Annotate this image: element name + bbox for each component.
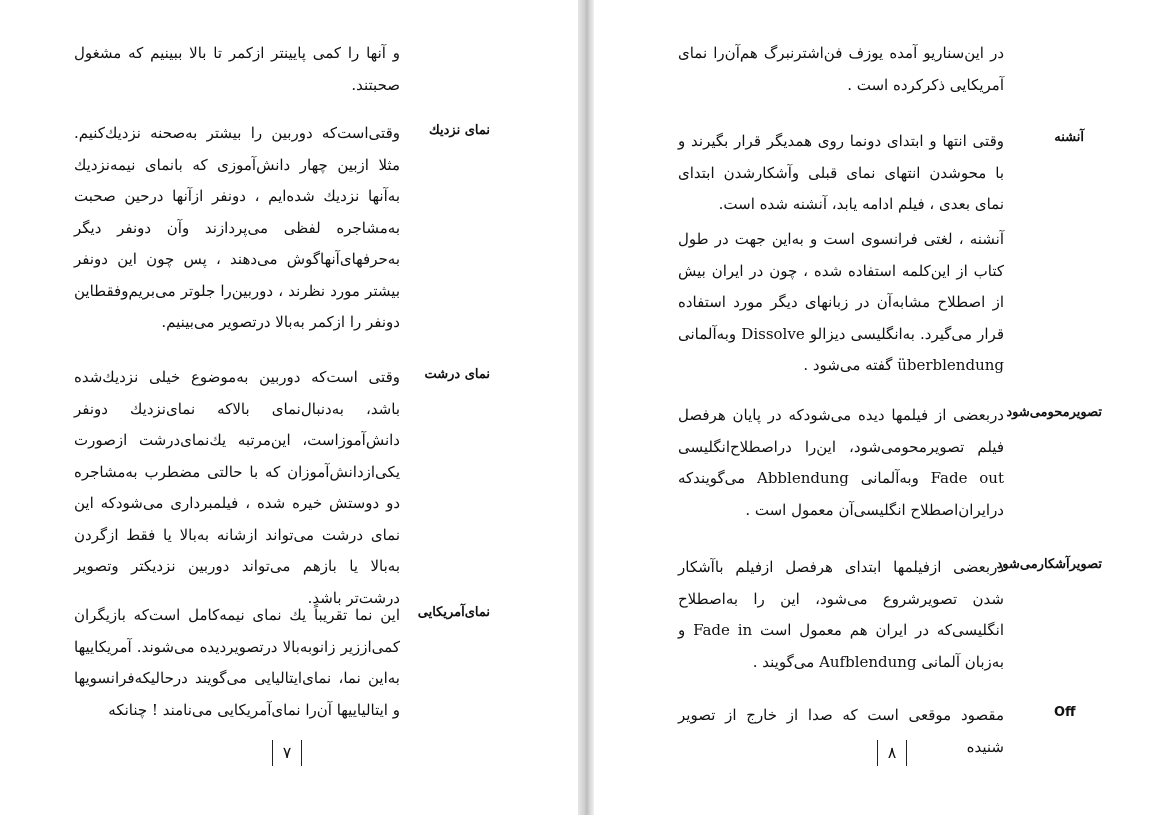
definition-extreme-close-up: وقتی است‌که دوربین بەموضوع خیلی نزدیك‌شده باشد، بەدنبال‌نمای بالاکه نمای‌نزدیك دونفر دانش‌آموزاست، این‌مرتبه یك‌نمای‌درشت ازصورت یکی‌ازدانش‌آموزان که با حالتی مضطرب بەمشاجره دو دوستش خیره شده ، فیلمبرداری می‌شودکه این نمای درشت می‌تواند ازشانه بەبالا یا فقط ازگردن به‌بالا یا بازهم می‌تواند دوربین نزدیکتر وتصویر درشت‌تر باشد.: [74, 368, 400, 607]
term-close-up: نمای نزدیك: [429, 123, 490, 138]
term-fade-in: تصویرآشکارمی‌شود: [996, 557, 1102, 572]
term-off: Off: [1054, 705, 1076, 720]
definition-dissolve-1: وقتی انتها و ابتدای دونما روی همدیگر قرار بگیرند و با محوشدن انتهای نمای قبلی وآشکارشدن ابتدای نمای بعدی ، فیلم ادامه یابد، آنشنه شده است.: [678, 132, 1004, 213]
definition-dissolve-2: آنشنه ، لغتی فرانسوی است و به‌این جهت در طول کتاب از این‌کلمه استفاده شده ، چون در ایران بیش از اصطلاح مشابه‌آن در زبانهای دیگر مورد استفاده قرار می‌گیرد. به‌انگلیسی دیزالو Dissolve وبه‌آلمانی überblendung گفته می‌شود .: [678, 230, 1004, 374]
right-page-number: ۸: [877, 740, 907, 766]
left-page: [0, 0, 578, 815]
definition-american-shot: این نما تقریباً یك نمای نیمه‌کامل است‌که بازیگران کمی‌اززیر زانو‌به‌بالا درتصویردیده می‌شوند. آمریکاییها به‌این نما، نمای‌ایتالیایی می‌گویند درحالیکه‌فرانسویها و ایتالیاییها آن‌را نمای‌آمریکایی می‌نامند ! چنانکه: [74, 606, 400, 719]
term-american-shot: نمای‌آمریکایی: [417, 605, 490, 620]
book-gutter: [578, 0, 594, 815]
definition-fade-out: دربعضی از فیلمها دیده می‌شودکه در پایان هرفصل فیلم تصویرمحومی‌شود، این‌را دراصطلاح‌انگلیسی Fade out وبه‌آلمانی Abblendung می‌گویندکه درایران‌اصطلاح انگلیسی‌آن معمول است .: [678, 406, 1004, 519]
right-page: [594, 0, 1170, 815]
right-intro-paragraph: در این‌سناریو آمده یوزف فن‌اشترنبرگ هم‌آن‌را نمای آمریکایی ذکرکرده است .: [678, 44, 1004, 94]
left-page-number: ۷: [272, 740, 302, 766]
term-dissolve: آنشنه: [1054, 130, 1084, 145]
definition-close-up: وقتی‌است‌که دوربین را بیشتر بەصحنه نزدیك‌کنیم. مثلا ازبین چهار دانش‌آموزی که بانمای نیمه‌نزدیك به‌آنها نزدیك شده‌ایم ، دونفر ازآنها درحین صحبت بەمشاجره لفظی می‌پردازند وآن دونفر دیگر بەحرفهای‌آنها‌گوش می‌دهند ، پس چون این دونفر بیشتر مورد نظرند ، دوربین‌را جلوتر می‌بریم‌وفقطاین دونفر را ازکمر به‌بالا درتصویر می‌بینیم.: [74, 124, 400, 331]
term-fade-out: تصویرمحومی‌شود: [1006, 405, 1102, 420]
left-intro-paragraph: و آنها را کمی پایینتر ازکمر تا بالا ببینیم که مشغول صحبتند.: [74, 44, 400, 94]
term-extreme-close-up: نمای درشت: [424, 367, 490, 382]
definition-fade-in: دربعضی ازفیلمها ابتدای هرفصل ازفیلم باآشکار شدن تصویرشروع می‌شود، این را به‌اصطلاح انگلیسی‌که در ایران هم معمول است Fade in و بەزبان آلمانی Aufblendung می‌گویند .: [678, 558, 1005, 671]
definition-off: مقصود موقعی است که صدا از خارج از تصویر شنیده: [678, 706, 1004, 756]
